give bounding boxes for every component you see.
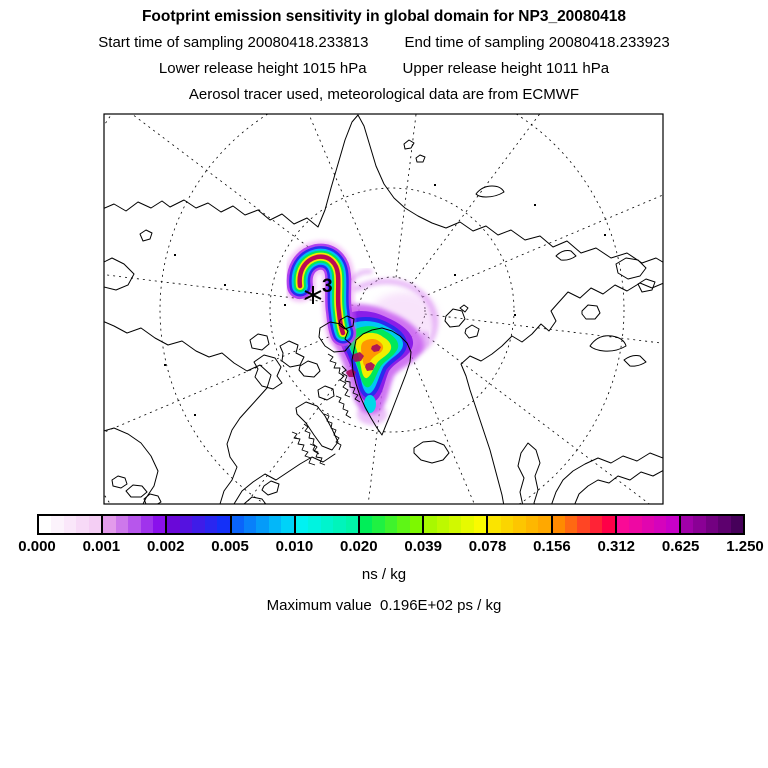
colorbar-cell	[538, 516, 550, 533]
colorbar-cell	[718, 516, 730, 533]
start-time-label: Start time of sampling 20080418.233813	[98, 34, 369, 51]
colorbar-tick-label: 1.250	[726, 538, 764, 555]
colorbar-tick-label: 0.020	[340, 538, 378, 555]
colorbar-tick-label: 0.010	[275, 538, 314, 555]
polar-map	[103, 113, 664, 505]
plume	[300, 257, 438, 425]
colorbar-tick-label: 0.039	[404, 538, 442, 555]
colorbar-tick-label: 0.000	[18, 538, 56, 555]
colorbar-cell	[116, 516, 128, 533]
colorbar-units-label: ns / kg	[361, 566, 407, 583]
colorbar-cell	[308, 516, 320, 533]
colorbar-cell	[180, 516, 192, 533]
colorbar-cell	[513, 516, 525, 533]
colorbar-segment	[39, 516, 101, 533]
colorbar-cell	[397, 516, 409, 533]
colorbar-cell	[232, 516, 244, 533]
sampling-time-row	[0, 30, 768, 56]
colorbar-segment	[551, 516, 615, 533]
colorbar-cell	[281, 516, 293, 533]
colorbar-cell	[553, 516, 565, 533]
max-value-label: Maximum value 0.196E+02 ps / kg	[266, 597, 502, 614]
colorbar-cell	[693, 516, 705, 533]
colorbar-cell	[89, 516, 101, 533]
colorbar-tick-label: 0.312	[597, 538, 636, 555]
colorbar-cell	[590, 516, 602, 533]
colorbar-cell	[617, 516, 629, 533]
colorbar-cell	[654, 516, 666, 533]
colorbar-ticks	[18, 538, 764, 556]
colorbar-cell	[153, 516, 165, 533]
colorbar	[37, 514, 745, 535]
tracer-label: Aerosol tracer used, meteorological data are from ECMWF	[188, 86, 580, 103]
colorbar-tick-label: 0.156	[533, 538, 571, 555]
colorbar-cell	[333, 516, 345, 533]
colorbar-cell	[256, 516, 268, 533]
colorbar-cell	[602, 516, 614, 533]
colorbar-cell	[39, 516, 51, 533]
longitude-ray	[396, 113, 455, 277]
colorbar-cell	[296, 516, 308, 533]
colorbar-cell	[501, 516, 513, 533]
colorbar-cell	[461, 516, 473, 533]
colorbar-tick-label: 0.002	[146, 538, 185, 555]
longitude-ray	[405, 340, 595, 505]
colorbar-cell	[642, 516, 654, 533]
colorbar-cell	[526, 516, 538, 533]
longitude-ray	[422, 113, 664, 297]
colorbar-cell	[474, 516, 486, 533]
colorbar-cell	[666, 516, 678, 533]
longitude-ray	[189, 113, 379, 280]
colorbar-segment	[422, 516, 486, 533]
colorbar-segment	[294, 516, 358, 533]
figure-title: Footprint emission sensitivity in global domain for NP3_20080418	[141, 8, 627, 25]
colorbar-cell	[321, 516, 333, 533]
colorbar-cell	[128, 516, 140, 533]
colorbar-segment	[165, 516, 229, 533]
colorbar-cell	[629, 516, 641, 533]
colorbar-cell	[577, 516, 589, 533]
colorbar-tick-label: 0.625	[661, 538, 700, 555]
colorbar-tick-label: 0.005	[211, 538, 249, 555]
colorbar-segment	[230, 516, 294, 533]
colorbar-cell	[437, 516, 449, 533]
colorbar-segment	[358, 516, 422, 533]
colorbar-segment	[101, 516, 165, 533]
colorbar-cell	[217, 516, 229, 533]
colorbar-cell	[449, 516, 461, 533]
colorbar-cell	[731, 516, 743, 533]
colorbar-segment	[615, 516, 679, 533]
colorbar-segment	[679, 516, 743, 533]
colorbar-tick-label: 0.078	[468, 538, 507, 555]
colorbar-cell	[76, 516, 88, 533]
colorbar-tick-label: 0.001	[82, 538, 121, 555]
colorbar-cell	[244, 516, 256, 533]
colorbar-cell	[269, 516, 281, 533]
colorbar-cell	[372, 516, 384, 533]
end-time-label: End time of sampling 20080418.233923	[404, 34, 670, 51]
colorbar-cell	[410, 516, 422, 533]
colorbar-cell	[141, 516, 153, 533]
colorbar-segment	[486, 516, 550, 533]
colorbar-cell	[205, 516, 217, 533]
colorbar-cell	[64, 516, 76, 533]
map-panel	[103, 113, 664, 505]
colorbar-cell	[51, 516, 63, 533]
lower-release-label: Lower release height 1015 hPa	[158, 60, 367, 77]
colorbar-cell	[360, 516, 372, 533]
colorbar-cell	[565, 516, 577, 533]
colorbar-cell	[488, 516, 500, 533]
colorbar-cell	[681, 516, 693, 533]
station-label: 3	[322, 276, 333, 297]
upper-release-label: Upper release height 1011 hPa	[402, 60, 610, 77]
colorbar-cell	[192, 516, 204, 533]
colorbar-cell	[385, 516, 397, 533]
colorbar-cell	[424, 516, 436, 533]
colorbar-cell	[103, 516, 115, 533]
colorbar-cell	[346, 516, 358, 533]
colorbar-cell	[167, 516, 179, 533]
release-height-row	[0, 56, 768, 82]
colorbar-cell	[706, 516, 718, 533]
